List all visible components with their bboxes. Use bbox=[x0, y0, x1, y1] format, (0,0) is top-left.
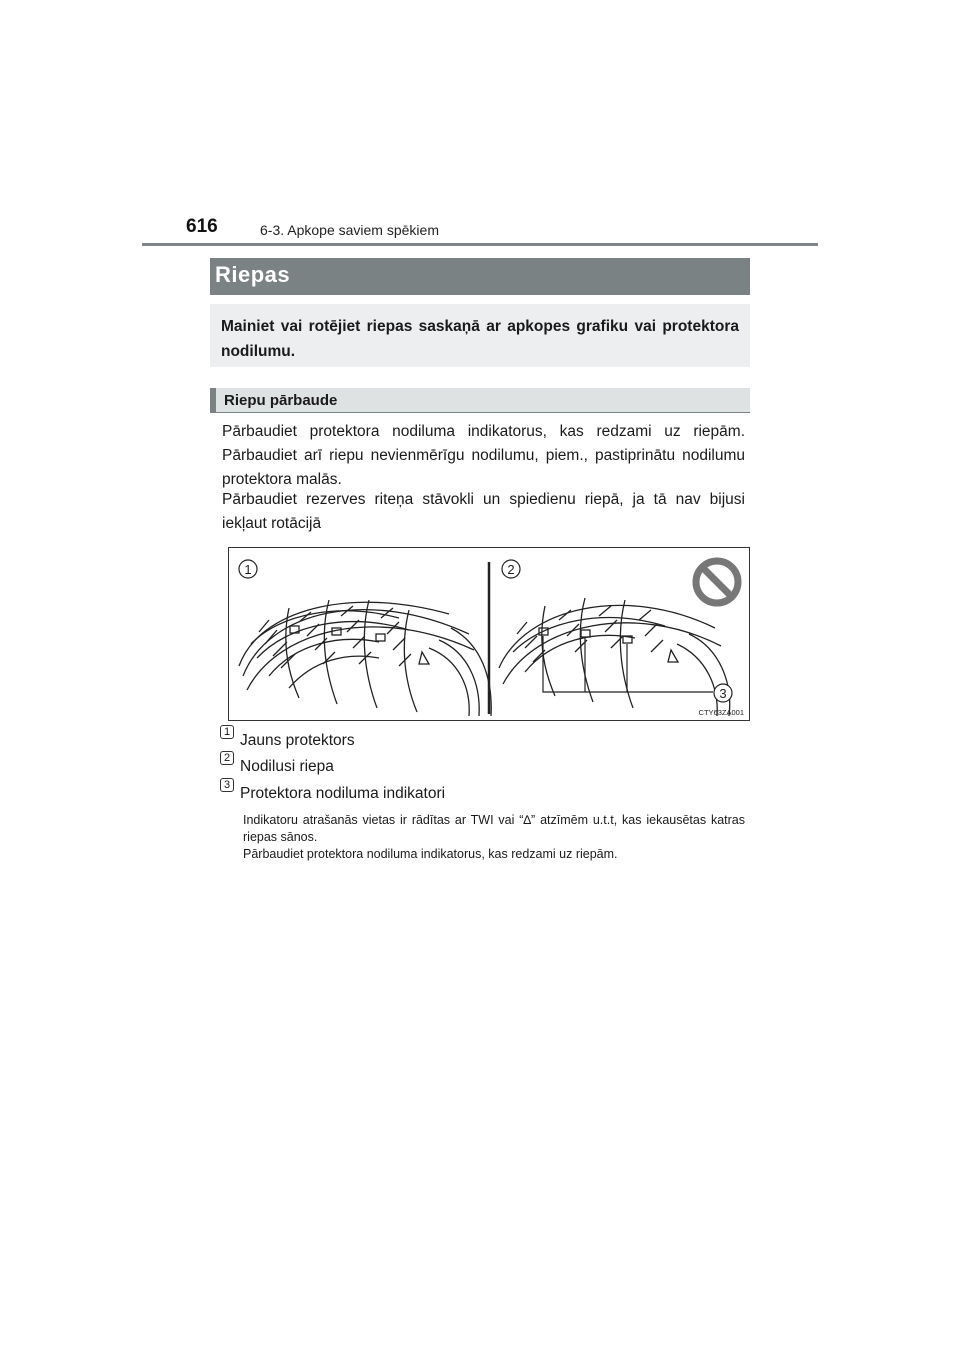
tire-drawing bbox=[229, 548, 749, 720]
new-tire-drawing bbox=[239, 600, 491, 716]
note-line-2: Pārbaudiet protektora nodiluma indikatorus, kas redzami uz riepām. bbox=[243, 847, 618, 861]
tire-illustration bbox=[228, 547, 750, 721]
legend-number: 1 bbox=[220, 725, 234, 739]
callout-3 bbox=[714, 684, 732, 702]
callout-3-label: 3 bbox=[719, 686, 727, 701]
legend-item-new-tread bbox=[220, 726, 355, 751]
section-reference: 6-3. Apkope saviem spēkiem bbox=[260, 222, 439, 238]
legend-number: 3 bbox=[220, 778, 234, 792]
callout-1-label: 1 bbox=[244, 562, 252, 577]
paragraph-spare-wheel: Pārbaudiet rezerves riteņa stāvokli un spiedienu riepā, ja tā nav bijusi iekļaut rotācijā bbox=[222, 491, 745, 532]
subsection-title: Riepu pārbaude bbox=[210, 388, 750, 413]
prohibited-icon bbox=[696, 561, 738, 603]
intro-text: Mainiet vai rotējiet riepas saskaņā ar apkopes grafiku vai protektora nodilumu. bbox=[221, 318, 739, 360]
header-divider bbox=[142, 243, 818, 246]
legend-label: Jauns protektors bbox=[240, 732, 355, 749]
intro-box bbox=[210, 304, 750, 367]
legend-item-worn-tire bbox=[220, 752, 334, 777]
worn-tire-drawing bbox=[499, 598, 730, 716]
note-line-1: Indikatoru atrašanās vietas ir rādītas ar TWI vai “∆” atzīmēm u.t.t, kas iekausētas katras riepas sānos. bbox=[243, 813, 745, 844]
callout-2 bbox=[502, 560, 520, 578]
indicator-note bbox=[243, 812, 745, 863]
page-title: Riepas bbox=[210, 258, 750, 295]
callout-1 bbox=[239, 560, 257, 578]
page-number: 616 bbox=[186, 216, 218, 237]
figure-code: CTY63ZA001 bbox=[698, 708, 744, 717]
paragraph-inspection: Pārbaudiet protektora nodiluma indikatorus, kas redzami uz riepām. Pārbaudiet arī riepu nevienmērīgu nodilumu, piem., pastiprinātu nodilumu protektora malās. bbox=[222, 423, 745, 488]
callout-2-label: 2 bbox=[507, 562, 515, 577]
legend-number: 2 bbox=[220, 751, 234, 765]
legend-label: Nodilusi riepa bbox=[240, 758, 334, 775]
legend-item-wear-indicators bbox=[220, 779, 446, 804]
legend-label: Protektora nodiluma indikatori bbox=[240, 785, 446, 802]
